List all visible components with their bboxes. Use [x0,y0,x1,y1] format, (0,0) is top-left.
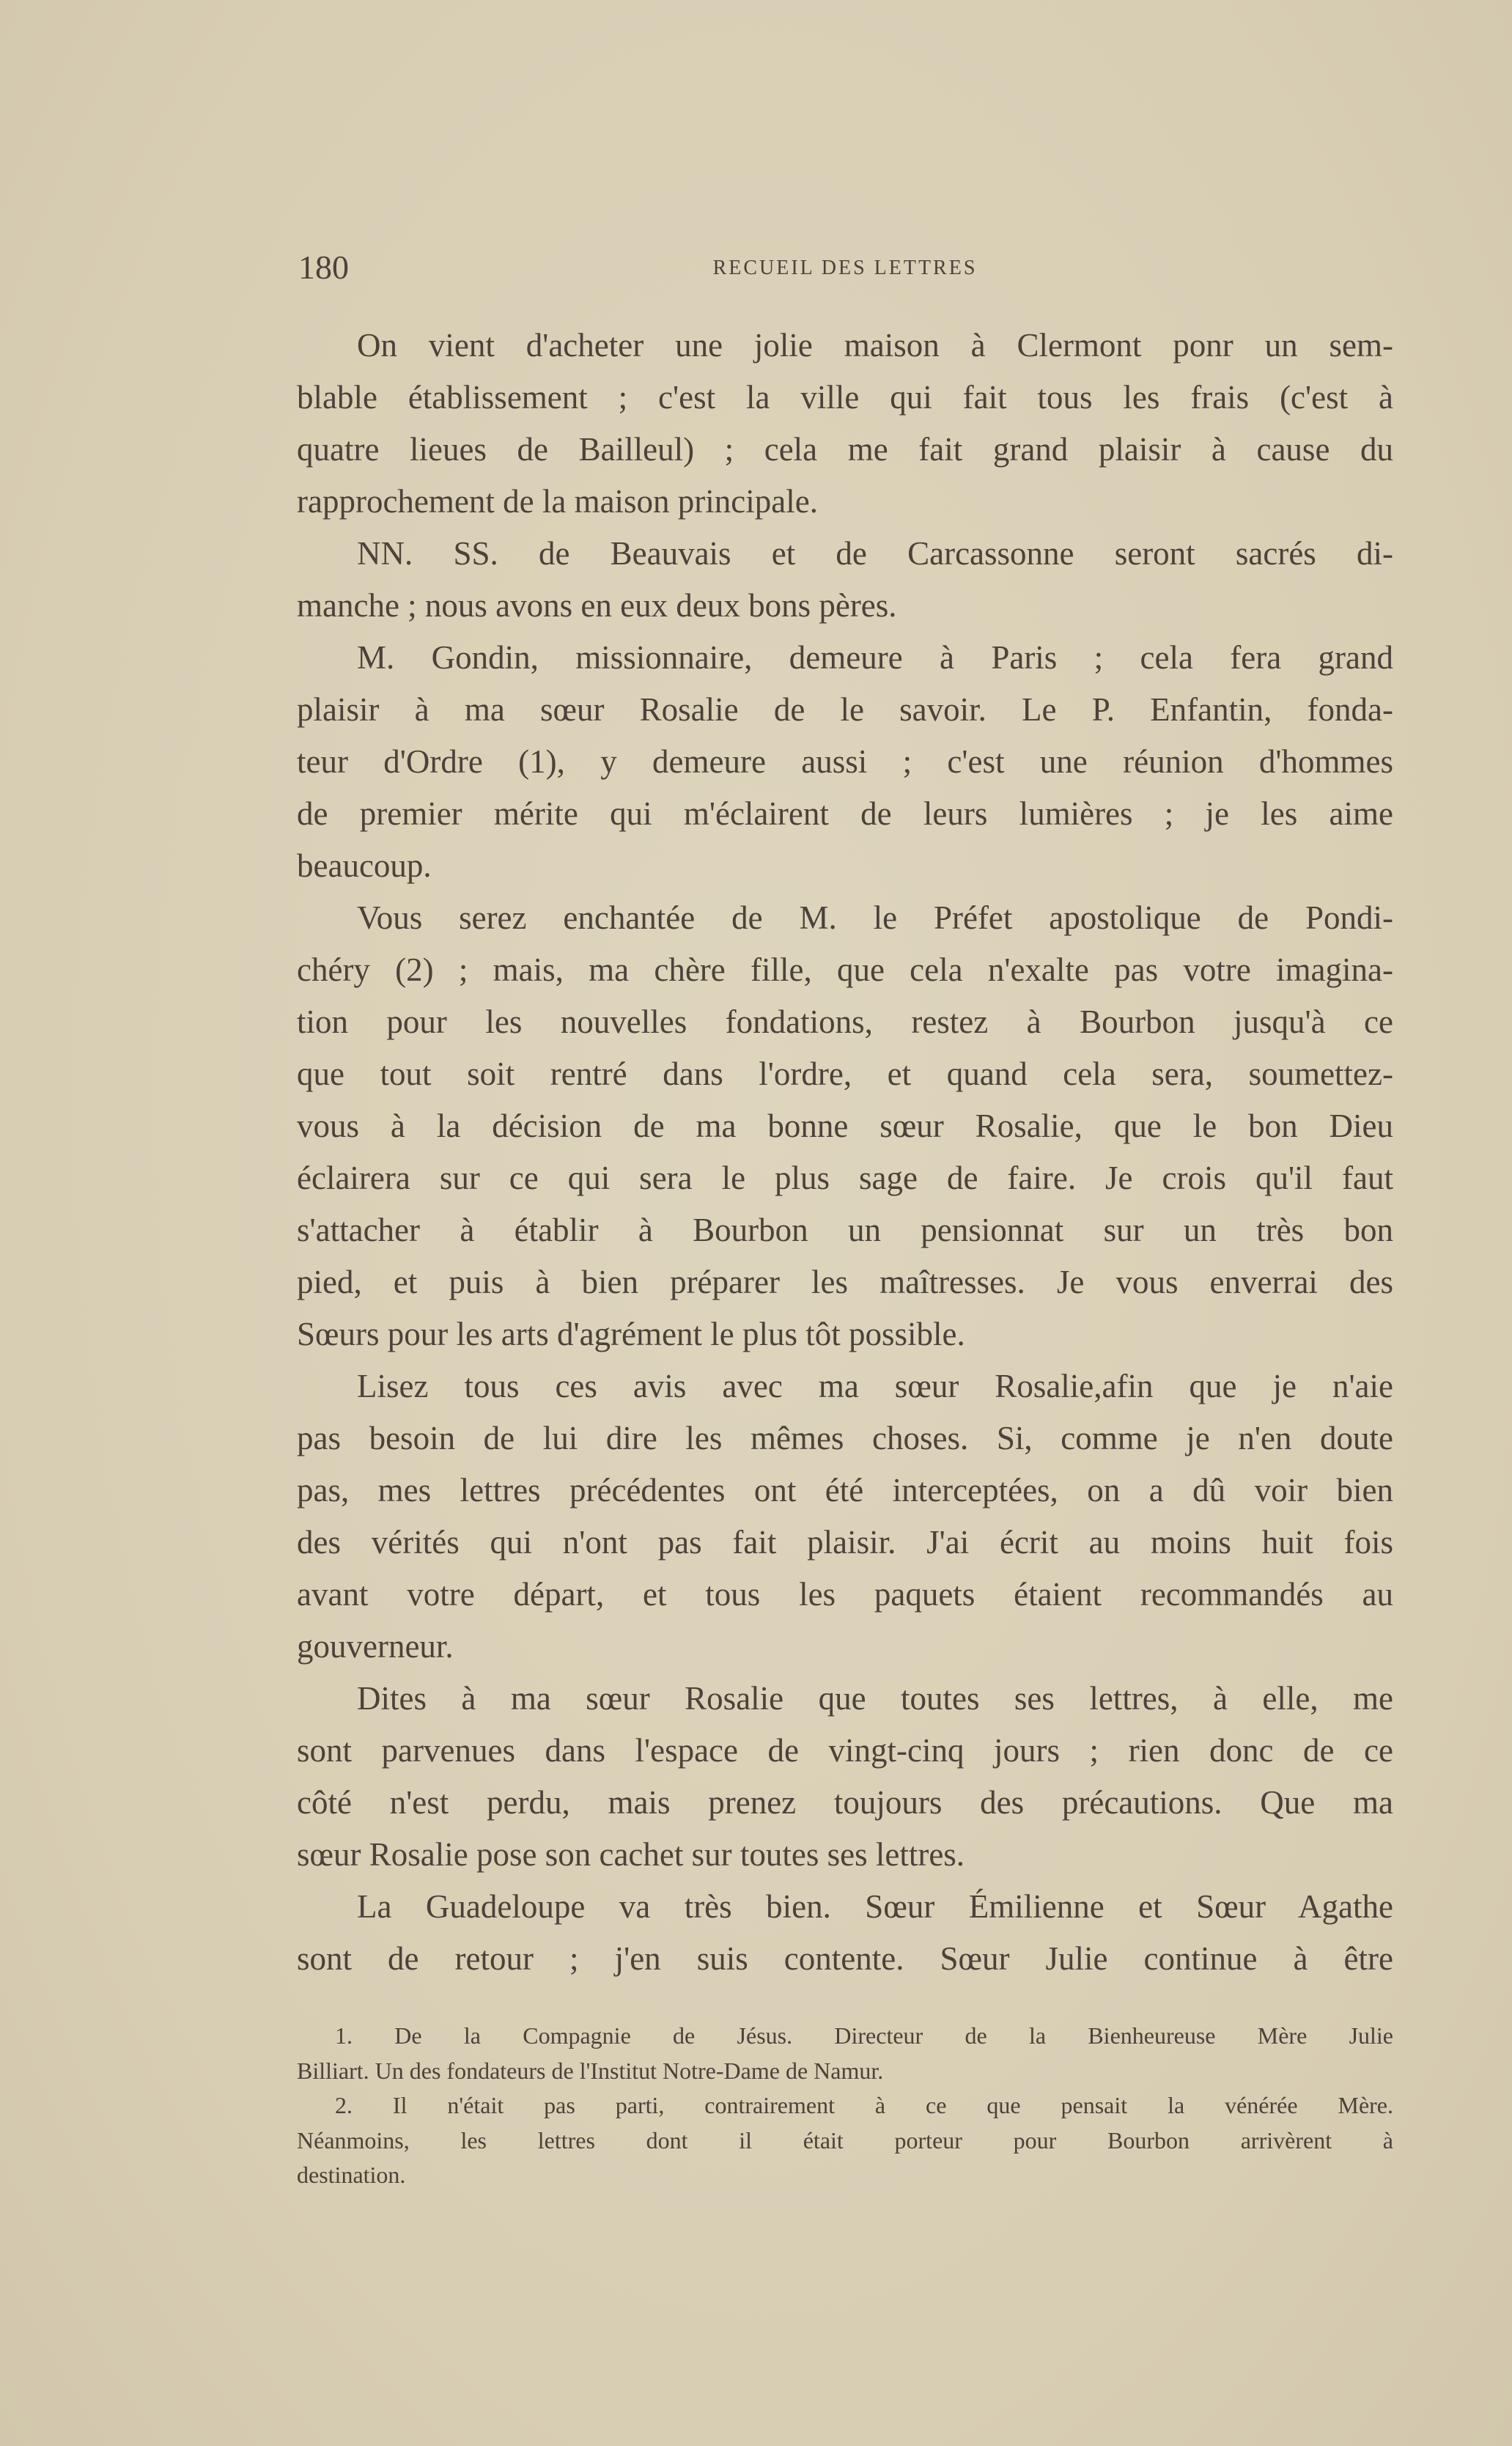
text-line: M. Gondin, missionnaire, demeure à Paris ; cela fera grand [357,639,1393,676]
footnotes [297,2019,1393,2193]
paragraph [297,1673,1393,1881]
text-line: La Guadeloupe va très bien. Sœur Émilienne et Sœur Agathe [357,1888,1393,1925]
text-line: teur d'Ordre (1), y demeure aussi ; c'est une réunion d'hommes [297,743,1393,780]
text-line: côté n'est perdu, mais prenez toujours des précautions. Que ma [297,1784,1393,1821]
text-line: On vient d'acheter une jolie maison à Clermont ponr un sem- [357,327,1393,364]
text-line: Néanmoins, les lettres dont il était porteur pour Bourbon arrivèrent à [297,2126,1393,2154]
text-line: pied, et puis à bien préparer les maîtresses. Je vous enverrai des [297,1264,1393,1300]
text-line: sont parvenues dans l'espace de vingt-cinq jours ; rien donc de ce [297,1732,1393,1769]
text-line: tion pour les nouvelles fondations, restez à Bourbon jusqu'à ce [297,1003,1393,1040]
footnote [297,2088,1393,2193]
body-text [297,320,1393,1985]
footnote [297,2019,1393,2088]
text-line: éclairera sur ce qui sera le plus sage de faire. Je crois qu'il faut [297,1160,1393,1196]
text-line: rapprochement de la maison principale. [297,483,818,520]
text-line: NN. SS. de Beauvais et de Carcassonne seront sacrés di- [357,535,1393,572]
text-line: blable établissement ; c'est la ville qui fait tous les frais (c'est à [297,379,1393,416]
paragraph [297,1881,1393,1985]
text-line: des vérités qui n'ont pas fait plaisir. J'ai écrit au moins huit fois [297,1524,1393,1561]
text-line: Sœurs pour les arts d'agrément le plus tôt possible. [297,1316,965,1352]
paragraph [297,1360,1393,1673]
text-line: destination. [297,2162,406,2188]
text-line: sœur Rosalie pose son cachet sur toutes ses lettres. [297,1836,965,1873]
text-line: manche ; nous avons en eux deux bons pères. [297,587,897,624]
running-title: RECUEIL DES LETTRES [712,257,978,279]
text-line: vous à la décision de ma bonne sœur Rosalie, que le bon Dieu [297,1108,1393,1144]
text-line: 2. Il n'était pas parti, contrairement à ce que pensait la vénérée Mère. [335,2092,1393,2118]
paragraph [297,320,1393,528]
running-head [297,248,1393,284]
page-number: 180 [298,248,349,286]
text-line: pas, mes lettres précédentes ont été interceptées, on a dû voir bien [297,1472,1393,1509]
text-line: pas besoin de lui dire les mêmes choses. Si, comme je n'en doute [297,1420,1393,1456]
text-line: s'attacher à établir à Bourbon un pensionnat sur un très bon [297,1212,1393,1248]
text-line: Lisez tous ces avis avec ma sœur Rosalie,afin que je n'aie [357,1368,1393,1404]
paragraph [297,528,1393,632]
text-line: chéry (2) ; mais, ma chère fille, que cela n'exalte pas votre imagina- [297,951,1393,988]
paragraph [297,892,1393,1360]
paragraph [297,632,1393,892]
text-line: gouverneur. [297,1628,454,1665]
text-line: que tout soit rentré dans l'ordre, et quand cela sera, soumettez- [297,1056,1393,1092]
text-line: sont de retour ; j'en suis contente. Sœur Julie continue à être [297,1940,1393,1977]
text-line: 1. De la Compagnie de Jésus. Directeur de la Bienheureuse Mère Julie [335,2022,1393,2049]
text-line: de premier mérite qui m'éclairent de leurs lumières ; je les aime [297,795,1393,832]
text-line: Billiart. Un des fondateurs de l'Institut Notre-Dame de Namur. [297,2057,884,2084]
text-line: Dites à ma sœur Rosalie que toutes ses lettres, à elle, me [357,1680,1393,1717]
text-line: quatre lieues de Bailleul) ; cela me fait grand plaisir à cause du [297,431,1393,468]
text-line: avant votre départ, et tous les paquets étaient recommandés au [297,1576,1393,1613]
text-line: plaisir à ma sœur Rosalie de le savoir. Le P. Enfantin, fonda- [297,691,1393,728]
text-line: Vous serez enchantée de M. le Préfet apostolique de Pondi- [357,899,1393,936]
text-line: beaucoup. [297,847,432,884]
